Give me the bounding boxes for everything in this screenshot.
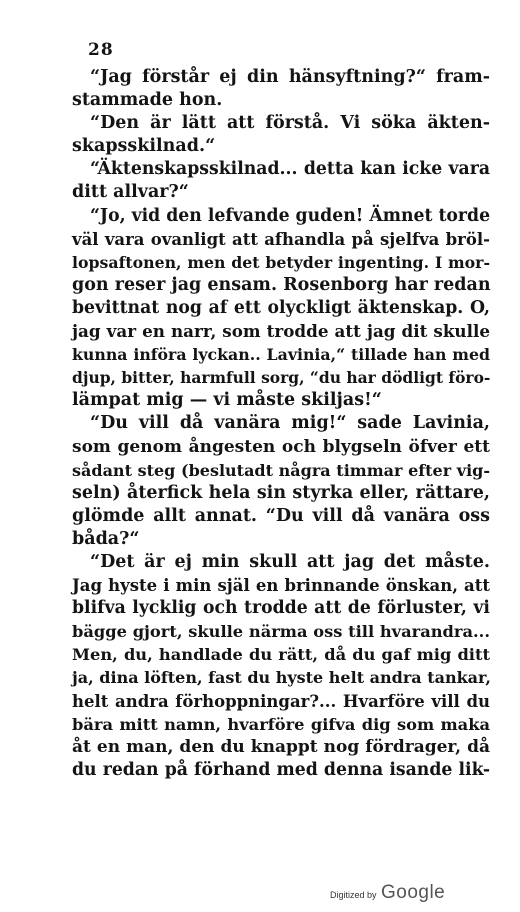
text-line: Men, du, handlade du rätt, då du gaf mig ditt <box>72 645 490 665</box>
text-line: bära mitt namn, hvarföre gifva dig som maka <box>72 714 490 734</box>
text-line: skapsskilnad.“ <box>72 136 216 157</box>
text-line: bägge gjort, skulle närma oss till hvarandra... <box>72 622 490 642</box>
text-line: ditt allvar?“ <box>72 182 189 203</box>
digitized-by-label: Digitized by <box>330 890 377 900</box>
digitization-watermark <box>330 882 445 904</box>
text-line: helt andra förhoppningar?... Hvarföre vill du <box>72 691 490 711</box>
body-text <box>72 66 490 782</box>
text-line: gon reser jag ensam. Rosenborg har redan <box>72 274 491 295</box>
text-line: bevittnat nog af ett olyckligt äktenskap. O, <box>72 297 490 318</box>
text-line: djup, bitter, harmfull sorg, “du har dödligt föro- <box>72 368 491 388</box>
text-line: “Äktenskapsskilnad... detta kan icke vara <box>90 159 490 180</box>
text-line: du redan på förhand med denna isande lik- <box>72 759 490 780</box>
text-line: ja, dina löften, fast du hyste helt andra tankar, <box>72 668 491 688</box>
text-line: “Jag förstår ej din hänsyftning?“ fram- <box>90 67 490 87</box>
text-line: stammade hon. <box>72 90 223 111</box>
text-line: båda?“ <box>72 528 140 549</box>
text-line: “Det är ej min skull att jag det måste. <box>90 551 490 572</box>
text-line: Jag hyste i min själ en brinnande önskan, att <box>72 576 490 596</box>
text-line: väl vara ovanligt att afhandla på sjelfva bröl- <box>72 229 490 249</box>
google-logo-text: Google <box>380 882 446 903</box>
text-line: seln) återfick hela sin styrka eller, rättare, <box>72 482 490 503</box>
text-line: “Jo, vid den lefvande guden! Ämnet torde <box>90 205 491 226</box>
text-line: lämpat mig — vi måste skiljas!“ <box>72 390 382 411</box>
text-line: åt en man, den du knappt nog fördrager, då <box>72 736 490 757</box>
text-line: jag var en narr, som trodde att jag dit skulle <box>72 321 490 342</box>
page-number: 28 <box>88 40 114 60</box>
text-line: som genom ångesten och blygseln öfver ett <box>72 436 490 457</box>
text-line: sådant steg (beslutadt några timmar efter vig- <box>72 460 490 480</box>
text-line: glömde allt annat. “Du vill då vanära oss <box>72 505 490 526</box>
text-line: “Den är lätt att förstå. Vi söka äkten- <box>90 113 490 134</box>
text-line: blifva lycklig och trodde att de förluster, vi <box>72 598 490 619</box>
text-line: kunna införa lyckan.. Lavinia,“ tillade han med <box>72 345 490 365</box>
text-line: lopsaftonen, men det betyder ingenting. I mor- <box>72 252 490 272</box>
text-line: “Du vill då vanära mig!“ sade Lavinia, <box>90 413 490 434</box>
